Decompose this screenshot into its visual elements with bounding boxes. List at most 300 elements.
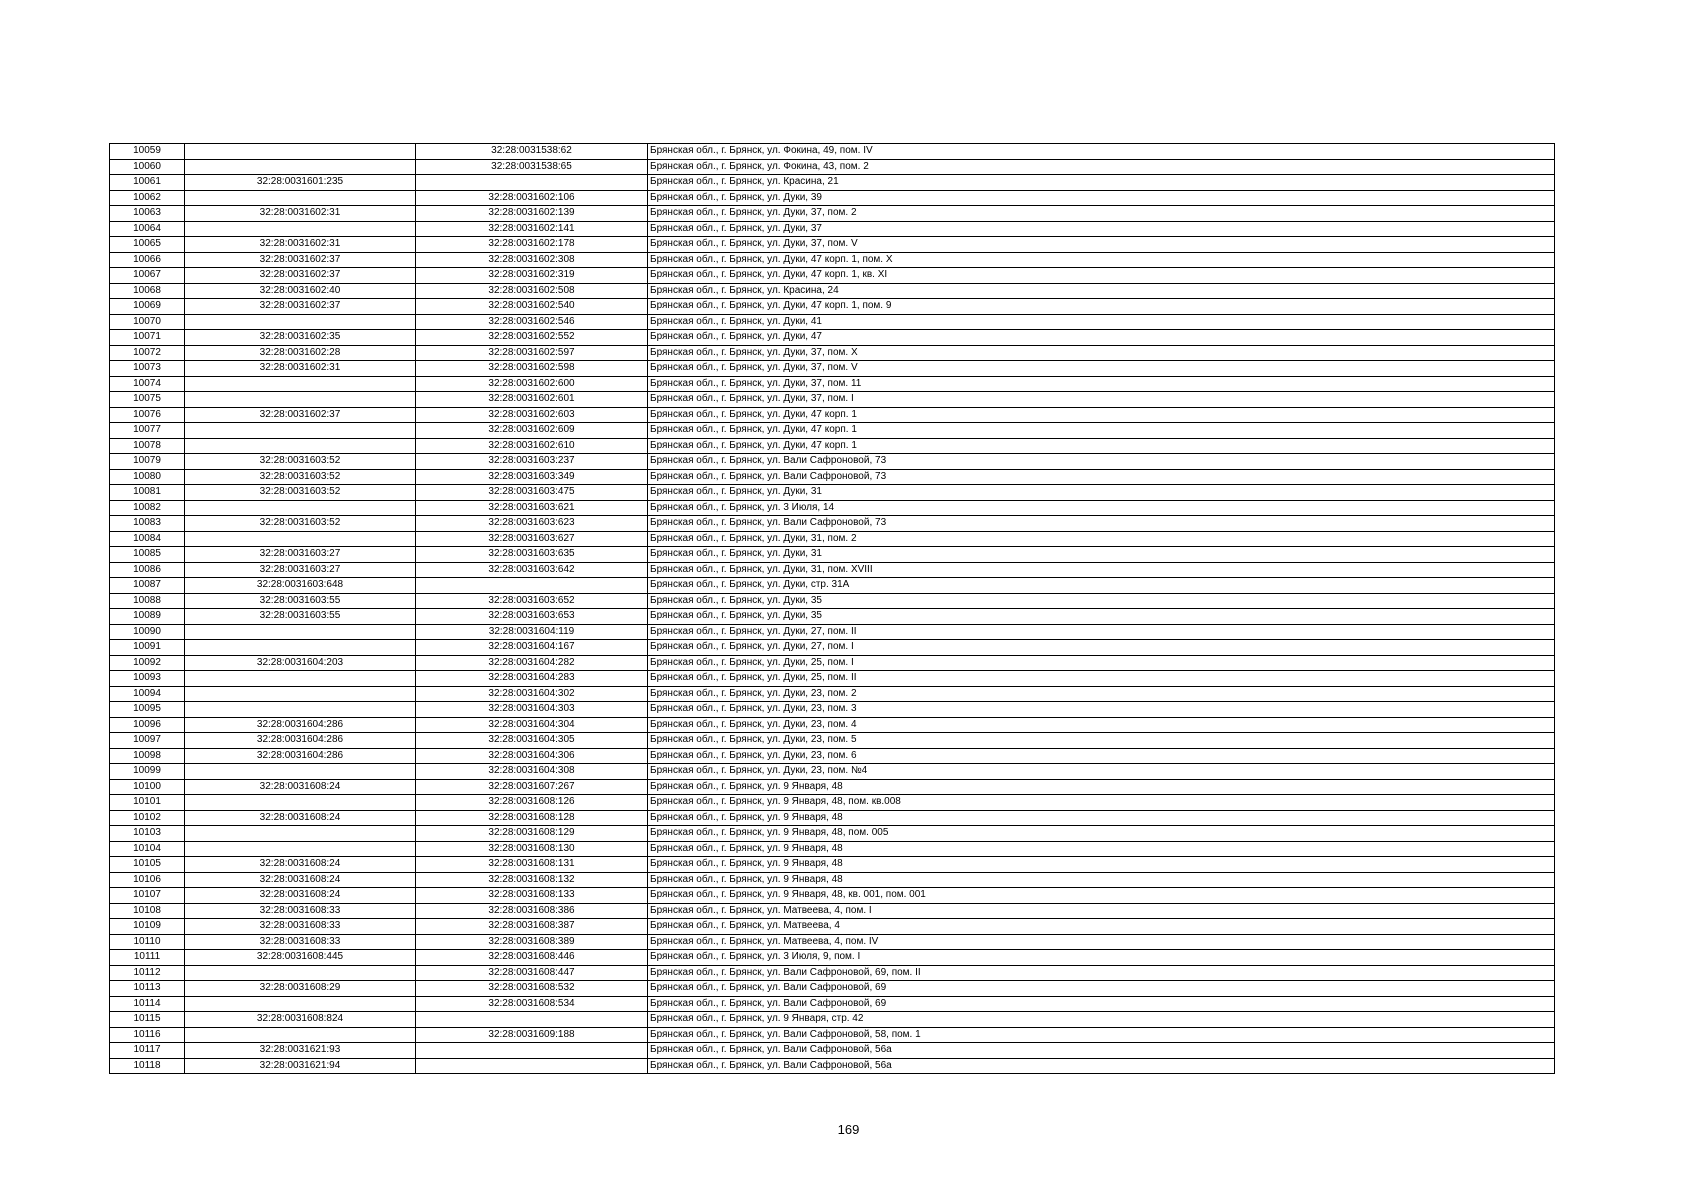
object-number-cell: 32:28:0031604:119: [416, 624, 648, 640]
row-number-cell: 10078: [110, 438, 185, 454]
object-number-cell: 32:28:0031604:302: [416, 686, 648, 702]
address-cell: Брянская обл., г. Брянск, ул. Дуки, 47 корп. 1, пом. 9: [648, 299, 1555, 315]
address-cell: Брянская обл., г. Брянск, ул. Дуки, 39: [648, 190, 1555, 206]
object-number-cell: 32:28:0031603:621: [416, 500, 648, 516]
parcel-number-cell: [185, 423, 416, 439]
table-row: [110, 547, 1555, 563]
object-number-cell: 32:28:0031602:141: [416, 221, 648, 237]
address-cell: Брянская обл., г. Брянск, ул. Вали Сафроновой, 69: [648, 996, 1555, 1012]
object-number-cell: [416, 175, 648, 191]
object-number-cell: 32:28:0031538:65: [416, 159, 648, 175]
parcel-number-cell: 32:28:0031602:31: [185, 361, 416, 377]
parcel-number-cell: 32:28:0031608:24: [185, 857, 416, 873]
row-number-cell: 10082: [110, 500, 185, 516]
parcel-number-cell: [185, 314, 416, 330]
row-number-cell: 10084: [110, 531, 185, 547]
row-number-cell: 10090: [110, 624, 185, 640]
address-cell: Брянская обл., г. Брянск, ул. Дуки, 35: [648, 609, 1555, 625]
table-row: [110, 609, 1555, 625]
row-number-cell: 10086: [110, 562, 185, 578]
address-cell: Брянская обл., г. Брянск, ул. Вали Сафроновой, 73: [648, 469, 1555, 485]
object-number-cell: 32:28:0031602:546: [416, 314, 648, 330]
object-number-cell: 32:28:0031604:304: [416, 717, 648, 733]
parcel-number-cell: 32:28:0031603:648: [185, 578, 416, 594]
object-number-cell: 32:28:0031604:308: [416, 764, 648, 780]
parcel-number-cell: [185, 764, 416, 780]
table-row: [110, 903, 1555, 919]
parcel-number-cell: [185, 640, 416, 656]
object-number-cell: 32:28:0031538:62: [416, 144, 648, 160]
object-number-cell: 32:28:0031602:319: [416, 268, 648, 284]
parcel-number-cell: 32:28:0031602:31: [185, 206, 416, 222]
row-number-cell: 10079: [110, 454, 185, 470]
row-number-cell: 10091: [110, 640, 185, 656]
object-number-cell: [416, 1058, 648, 1074]
address-cell: Брянская обл., г. Брянск, ул. Дуки, 23, пом. 6: [648, 748, 1555, 764]
row-number-cell: 10103: [110, 826, 185, 842]
parcel-number-cell: 32:28:0031603:52: [185, 516, 416, 532]
row-number-cell: 10070: [110, 314, 185, 330]
address-cell: Брянская обл., г. Брянск, ул. Дуки, 37: [648, 221, 1555, 237]
address-cell: Брянская обл., г. Брянск, ул. Дуки, 37, пом. 2: [648, 206, 1555, 222]
table-row: [110, 748, 1555, 764]
parcel-number-cell: [185, 996, 416, 1012]
parcel-number-cell: [185, 221, 416, 237]
object-number-cell: 32:28:0031602:598: [416, 361, 648, 377]
table-row: [110, 702, 1555, 718]
address-cell: Брянская обл., г. Брянск, ул. Дуки, 47 корп. 1, пом. X: [648, 252, 1555, 268]
table-row: [110, 283, 1555, 299]
object-number-cell: 32:28:0031602:540: [416, 299, 648, 315]
table-row: [110, 268, 1555, 284]
row-number-cell: 10104: [110, 841, 185, 857]
object-number-cell: [416, 578, 648, 594]
table-row: [110, 888, 1555, 904]
table-row: [110, 671, 1555, 687]
table-row: [110, 175, 1555, 191]
address-cell: Брянская обл., г. Брянск, ул. Дуки, 41: [648, 314, 1555, 330]
object-number-cell: 32:28:0031603:623: [416, 516, 648, 532]
table-row: [110, 531, 1555, 547]
row-number-cell: 10066: [110, 252, 185, 268]
table-row: [110, 841, 1555, 857]
address-cell: Брянская обл., г. Брянск, ул. Матвеева, 4, пом. I: [648, 903, 1555, 919]
object-number-cell: 32:28:0031602:597: [416, 345, 648, 361]
row-number-cell: 10098: [110, 748, 185, 764]
table-row: [110, 733, 1555, 749]
parcel-number-cell: 32:28:0031608:445: [185, 950, 416, 966]
parcel-number-cell: 32:28:0031603:55: [185, 593, 416, 609]
table-row: [110, 299, 1555, 315]
address-cell: Брянская обл., г. Брянск, ул. Дуки, 23, пом. 4: [648, 717, 1555, 733]
parcel-number-cell: 32:28:0031608:24: [185, 810, 416, 826]
object-number-cell: 32:28:0031602:609: [416, 423, 648, 439]
address-cell: Брянская обл., г. Брянск, ул. Дуки, 37, пом. X: [648, 345, 1555, 361]
address-cell: Брянская обл., г. Брянск, ул. Вали Сафроновой, 56а: [648, 1058, 1555, 1074]
address-cell: Брянская обл., г. Брянск, ул. Вали Сафроновой, 58, пом. 1: [648, 1027, 1555, 1043]
object-number-cell: 32:28:0031608:129: [416, 826, 648, 842]
address-cell: Брянская обл., г. Брянск, ул. 9 Января, 48: [648, 857, 1555, 873]
table-row: [110, 593, 1555, 609]
parcel-number-cell: 32:28:0031604:286: [185, 717, 416, 733]
row-number-cell: 10099: [110, 764, 185, 780]
table-row: [110, 392, 1555, 408]
object-number-cell: 32:28:0031608:133: [416, 888, 648, 904]
address-cell: Брянская обл., г. Брянск, ул. 9 Января, 48: [648, 872, 1555, 888]
row-number-cell: 10067: [110, 268, 185, 284]
object-number-cell: 32:28:0031603:653: [416, 609, 648, 625]
parcel-number-cell: 32:28:0031602:35: [185, 330, 416, 346]
address-cell: Брянская обл., г. Брянск, ул. Красина, 21: [648, 175, 1555, 191]
address-cell: Брянская обл., г. Брянск, ул. Вали Сафроновой, 73: [648, 454, 1555, 470]
address-cell: Брянская обл., г. Брянск, ул. 3 Июля, 14: [648, 500, 1555, 516]
parcel-number-cell: 32:28:0031608:24: [185, 872, 416, 888]
object-number-cell: 32:28:0031604:305: [416, 733, 648, 749]
table-row: [110, 237, 1555, 253]
address-cell: Брянская обл., г. Брянск, ул. 9 Января, 48: [648, 779, 1555, 795]
parcel-number-cell: [185, 438, 416, 454]
address-cell: Брянская обл., г. Брянск, ул. Дуки, 37, пом. V: [648, 237, 1555, 253]
object-number-cell: 32:28:0031608:131: [416, 857, 648, 873]
object-number-cell: 32:28:0031602:610: [416, 438, 648, 454]
table-row: [110, 965, 1555, 981]
row-number-cell: 10061: [110, 175, 185, 191]
parcel-number-cell: [185, 159, 416, 175]
parcel-number-cell: [185, 702, 416, 718]
address-cell: Брянская обл., г. Брянск, ул. Вали Сафроновой, 69: [648, 981, 1555, 997]
object-number-cell: 32:28:0031608:534: [416, 996, 648, 1012]
row-number-cell: 10102: [110, 810, 185, 826]
table-row: [110, 345, 1555, 361]
address-cell: Брянская обл., г. Брянск, ул. Дуки, 37, пом. 11: [648, 376, 1555, 392]
parcel-number-cell: 32:28:0031604:203: [185, 655, 416, 671]
object-number-cell: 32:28:0031602:139: [416, 206, 648, 222]
object-number-cell: 32:28:0031604:303: [416, 702, 648, 718]
parcel-number-cell: 32:28:0031603:52: [185, 469, 416, 485]
parcel-number-cell: 32:28:0031602:37: [185, 252, 416, 268]
parcel-number-cell: [185, 190, 416, 206]
parcel-number-cell: [185, 671, 416, 687]
parcel-number-cell: 32:28:0031604:286: [185, 733, 416, 749]
object-number-cell: 32:28:0031604:306: [416, 748, 648, 764]
address-cell: Брянская обл., г. Брянск, ул. Фокина, 43, пом. 2: [648, 159, 1555, 175]
table-row: [110, 640, 1555, 656]
object-number-cell: 32:28:0031602:600: [416, 376, 648, 392]
table-row: [110, 795, 1555, 811]
parcel-number-cell: [185, 144, 416, 160]
address-cell: Брянская обл., г. Брянск, ул. Красина, 24: [648, 283, 1555, 299]
row-number-cell: 10075: [110, 392, 185, 408]
table-row: [110, 655, 1555, 671]
row-number-cell: 10089: [110, 609, 185, 625]
table-row: [110, 1058, 1555, 1074]
table-row: [110, 361, 1555, 377]
table-row: [110, 919, 1555, 935]
parcel-number-cell: 32:28:0031621:94: [185, 1058, 416, 1074]
parcel-number-cell: 32:28:0031604:286: [185, 748, 416, 764]
parcel-number-cell: [185, 965, 416, 981]
parcel-number-cell: 32:28:0031608:824: [185, 1012, 416, 1028]
row-number-cell: 10106: [110, 872, 185, 888]
table-row: [110, 314, 1555, 330]
table-row: [110, 454, 1555, 470]
parcel-number-cell: [185, 392, 416, 408]
address-cell: Брянская обл., г. Брянск, ул. Дуки, 47 корп. 1: [648, 407, 1555, 423]
row-number-cell: 10109: [110, 919, 185, 935]
object-number-cell: 32:28:0031604:283: [416, 671, 648, 687]
table-row: [110, 764, 1555, 780]
table-row: [110, 221, 1555, 237]
address-cell: Брянская обл., г. Брянск, ул. 9 Января, 48: [648, 810, 1555, 826]
object-number-cell: 32:28:0031608:532: [416, 981, 648, 997]
address-cell: Брянская обл., г. Брянск, ул. Дуки, 35: [648, 593, 1555, 609]
table-row: [110, 810, 1555, 826]
parcel-number-cell: 32:28:0031603:52: [185, 485, 416, 501]
parcel-number-cell: [185, 624, 416, 640]
address-cell: Брянская обл., г. Брянск, ул. Дуки, 23, пом. 2: [648, 686, 1555, 702]
address-cell: Брянская обл., г. Брянск, ул. Дуки, 23, пом. 5: [648, 733, 1555, 749]
table-row: [110, 857, 1555, 873]
address-cell: Брянская обл., г. Брянск, ул. Дуки, 47 корп. 1: [648, 423, 1555, 439]
table-row: [110, 206, 1555, 222]
table-row: [110, 717, 1555, 733]
parcel-number-cell: 32:28:0031601:235: [185, 175, 416, 191]
table-row: [110, 485, 1555, 501]
table-row: [110, 190, 1555, 206]
address-cell: Брянская обл., г. Брянск, ул. Вали Сафроновой, 56а: [648, 1043, 1555, 1059]
object-number-cell: [416, 1043, 648, 1059]
table-row: [110, 1043, 1555, 1059]
address-cell: Брянская обл., г. Брянск, ул. Дуки, стр. 31А: [648, 578, 1555, 594]
table-row: [110, 872, 1555, 888]
object-number-cell: 32:28:0031602:601: [416, 392, 648, 408]
row-number-cell: 10110: [110, 934, 185, 950]
address-cell: Брянская обл., г. Брянск, ул. Вали Сафроновой, 73: [648, 516, 1555, 532]
object-number-cell: 32:28:0031603:627: [416, 531, 648, 547]
table-row: [110, 159, 1555, 175]
parcel-number-cell: [185, 1027, 416, 1043]
object-number-cell: 32:28:0031608:387: [416, 919, 648, 935]
row-number-cell: 10076: [110, 407, 185, 423]
row-number-cell: 10093: [110, 671, 185, 687]
row-number-cell: 10097: [110, 733, 185, 749]
object-number-cell: 32:28:0031603:635: [416, 547, 648, 563]
table-row: [110, 469, 1555, 485]
parcel-number-cell: 32:28:0031602:37: [185, 407, 416, 423]
row-number-cell: 10072: [110, 345, 185, 361]
table-row: [110, 624, 1555, 640]
register-table: [109, 143, 1555, 1074]
object-number-cell: 32:28:0031607:267: [416, 779, 648, 795]
row-number-cell: 10060: [110, 159, 185, 175]
row-number-cell: 10113: [110, 981, 185, 997]
table-row: [110, 423, 1555, 439]
parcel-number-cell: 32:28:0031608:29: [185, 981, 416, 997]
row-number-cell: 10069: [110, 299, 185, 315]
table-row: [110, 144, 1555, 160]
row-number-cell: 10077: [110, 423, 185, 439]
parcel-number-cell: 32:28:0031608:33: [185, 934, 416, 950]
row-number-cell: 10116: [110, 1027, 185, 1043]
address-cell: Брянская обл., г. Брянск, ул. 9 Января, 48, пом. 005: [648, 826, 1555, 842]
parcel-number-cell: 32:28:0031621:93: [185, 1043, 416, 1059]
address-cell: Брянская обл., г. Брянск, ул. Дуки, 31: [648, 485, 1555, 501]
object-number-cell: 32:28:0031603:642: [416, 562, 648, 578]
address-cell: Брянская обл., г. Брянск, ул. Фокина, 49, пом. IV: [648, 144, 1555, 160]
table-row: [110, 330, 1555, 346]
object-number-cell: 32:28:0031602:508: [416, 283, 648, 299]
row-number-cell: 10107: [110, 888, 185, 904]
parcel-number-cell: 32:28:0031602:40: [185, 283, 416, 299]
object-number-cell: 32:28:0031604:167: [416, 640, 648, 656]
parcel-number-cell: [185, 826, 416, 842]
row-number-cell: 10096: [110, 717, 185, 733]
table-row: [110, 950, 1555, 966]
row-number-cell: 10094: [110, 686, 185, 702]
object-number-cell: 32:28:0031608:447: [416, 965, 648, 981]
row-number-cell: 10101: [110, 795, 185, 811]
row-number-cell: 10108: [110, 903, 185, 919]
parcel-number-cell: [185, 531, 416, 547]
row-number-cell: 10071: [110, 330, 185, 346]
address-cell: Брянская обл., г. Брянск, ул. 9 Января, 48: [648, 841, 1555, 857]
object-number-cell: 32:28:0031608:386: [416, 903, 648, 919]
row-number-cell: 10065: [110, 237, 185, 253]
address-cell: Брянская обл., г. Брянск, ул. Дуки, 25, пом. I: [648, 655, 1555, 671]
object-number-cell: 32:28:0031603:237: [416, 454, 648, 470]
address-cell: Брянская обл., г. Брянск, ул. 9 Января, 48, пом. кв.008: [648, 795, 1555, 811]
object-number-cell: 32:28:0031608:132: [416, 872, 648, 888]
object-number-cell: 32:28:0031608:446: [416, 950, 648, 966]
row-number-cell: 10080: [110, 469, 185, 485]
table-row: [110, 500, 1555, 516]
table-row: [110, 252, 1555, 268]
row-number-cell: 10073: [110, 361, 185, 377]
row-number-cell: 10074: [110, 376, 185, 392]
parcel-number-cell: 32:28:0031603:55: [185, 609, 416, 625]
table-row: [110, 996, 1555, 1012]
address-cell: Брянская обл., г. Брянск, ул. Дуки, 31: [648, 547, 1555, 563]
row-number-cell: 10117: [110, 1043, 185, 1059]
parcel-number-cell: 32:28:0031608:33: [185, 903, 416, 919]
address-cell: Брянская обл., г. Брянск, ул. Дуки, 27, пом. II: [648, 624, 1555, 640]
object-number-cell: 32:28:0031608:126: [416, 795, 648, 811]
row-number-cell: 10092: [110, 655, 185, 671]
table-row: [110, 934, 1555, 950]
parcel-number-cell: 32:28:0031608:24: [185, 888, 416, 904]
address-cell: Брянская обл., г. Брянск, ул. Дуки, 25, пом. II: [648, 671, 1555, 687]
parcel-number-cell: 32:28:0031602:37: [185, 268, 416, 284]
object-number-cell: 32:28:0031603:475: [416, 485, 648, 501]
row-number-cell: 10068: [110, 283, 185, 299]
address-cell: Брянская обл., г. Брянск, ул. 9 Января, 48, кв. 001, пом. 001: [648, 888, 1555, 904]
table-row: [110, 1012, 1555, 1028]
object-number-cell: 32:28:0031608:128: [416, 810, 648, 826]
table-row: [110, 562, 1555, 578]
row-number-cell: 10059: [110, 144, 185, 160]
row-number-cell: 10114: [110, 996, 185, 1012]
object-number-cell: 32:28:0031602:552: [416, 330, 648, 346]
object-number-cell: 32:28:0031602:106: [416, 190, 648, 206]
parcel-number-cell: 32:28:0031608:33: [185, 919, 416, 935]
object-number-cell: 32:28:0031609:188: [416, 1027, 648, 1043]
object-number-cell: [416, 1012, 648, 1028]
parcel-number-cell: [185, 841, 416, 857]
row-number-cell: 10115: [110, 1012, 185, 1028]
parcel-number-cell: 32:28:0031602:37: [185, 299, 416, 315]
address-cell: Брянская обл., г. Брянск, ул. Дуки, 37, пом. V: [648, 361, 1555, 377]
row-number-cell: 10118: [110, 1058, 185, 1074]
parcel-number-cell: 32:28:0031603:52: [185, 454, 416, 470]
table-row: [110, 686, 1555, 702]
address-cell: Брянская обл., г. Брянск, ул. Матвеева, 4: [648, 919, 1555, 935]
object-number-cell: 32:28:0031602:603: [416, 407, 648, 423]
row-number-cell: 10088: [110, 593, 185, 609]
parcel-number-cell: [185, 376, 416, 392]
row-number-cell: 10083: [110, 516, 185, 532]
parcel-number-cell: [185, 500, 416, 516]
table-row: [110, 981, 1555, 997]
register-table-body: [110, 144, 1555, 1074]
object-number-cell: 32:28:0031603:652: [416, 593, 648, 609]
address-cell: Брянская обл., г. Брянск, ул. Дуки, 47: [648, 330, 1555, 346]
address-cell: Брянская обл., г. Брянск, ул. Матвеева, 4, пом. IV: [648, 934, 1555, 950]
address-cell: Брянская обл., г. Брянск, ул. Дуки, 23, пом. №4: [648, 764, 1555, 780]
address-cell: Брянская обл., г. Брянск, ул. Дуки, 23, пом. 3: [648, 702, 1555, 718]
address-cell: Брянская обл., г. Брянск, ул. Дуки, 37, пом. I: [648, 392, 1555, 408]
row-number-cell: 10063: [110, 206, 185, 222]
table-row: [110, 516, 1555, 532]
parcel-number-cell: 32:28:0031603:27: [185, 547, 416, 563]
object-number-cell: 32:28:0031602:178: [416, 237, 648, 253]
table-row: [110, 779, 1555, 795]
parcel-number-cell: 32:28:0031603:27: [185, 562, 416, 578]
object-number-cell: 32:28:0031604:282: [416, 655, 648, 671]
address-cell: Брянская обл., г. Брянск, ул. Дуки, 27, пом. I: [648, 640, 1555, 656]
address-cell: Брянская обл., г. Брянск, ул. Дуки, 31, пом. 2: [648, 531, 1555, 547]
table-row: [110, 407, 1555, 423]
address-cell: Брянская обл., г. Брянск, ул. 9 Января, стр. 42: [648, 1012, 1555, 1028]
address-cell: Брянская обл., г. Брянск, ул. 3 Июля, 9, пом. I: [648, 950, 1555, 966]
row-number-cell: 10100: [110, 779, 185, 795]
parcel-number-cell: 32:28:0031602:31: [185, 237, 416, 253]
table-row: [110, 1027, 1555, 1043]
parcel-number-cell: 32:28:0031602:28: [185, 345, 416, 361]
table-row: [110, 826, 1555, 842]
row-number-cell: 10087: [110, 578, 185, 594]
row-number-cell: 10062: [110, 190, 185, 206]
table-row: [110, 438, 1555, 454]
address-cell: Брянская обл., г. Брянск, ул. Дуки, 47 корп. 1, кв. XI: [648, 268, 1555, 284]
object-number-cell: 32:28:0031608:130: [416, 841, 648, 857]
row-number-cell: 10064: [110, 221, 185, 237]
address-cell: Брянская обл., г. Брянск, ул. Дуки, 31, пом. XVIII: [648, 562, 1555, 578]
row-number-cell: 10112: [110, 965, 185, 981]
row-number-cell: 10081: [110, 485, 185, 501]
row-number-cell: 10095: [110, 702, 185, 718]
table-row: [110, 578, 1555, 594]
object-number-cell: 32:28:0031602:308: [416, 252, 648, 268]
parcel-number-cell: 32:28:0031608:24: [185, 779, 416, 795]
parcel-number-cell: [185, 795, 416, 811]
table-row: [110, 376, 1555, 392]
row-number-cell: 10105: [110, 857, 185, 873]
page-number: 169: [837, 1122, 860, 1137]
address-cell: Брянская обл., г. Брянск, ул. Вали Сафроновой, 69, пом. II: [648, 965, 1555, 981]
address-cell: Брянская обл., г. Брянск, ул. Дуки, 47 корп. 1: [648, 438, 1555, 454]
row-number-cell: 10085: [110, 547, 185, 563]
object-number-cell: 32:28:0031608:389: [416, 934, 648, 950]
